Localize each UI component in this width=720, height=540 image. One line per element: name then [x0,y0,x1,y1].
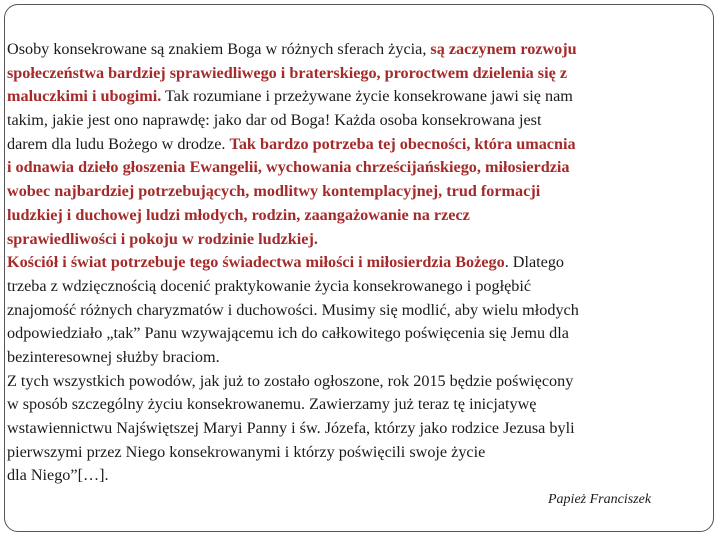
quote-line [7,346,713,370]
body-text: Z tych wszystkich powodów, jak już to zostało ogłoszone, rok 2015 będzie poświęcony [7,371,574,390]
body-text: bezinteresownej służby braciom. [7,347,220,366]
body-text: Osoby konsekrowane są znakiem Boga w różnych sferach życia, [7,40,431,58]
body-text: takim, jakie jest ono naprawdę: jako dar od Boga! Każda osoba konsekrowana jest [7,111,542,130]
quote-line [7,62,713,86]
quote-line [7,109,713,133]
emphasized-text: ludzkiej i duchowej ludzi młodych, rodzin, zaangażowanie na rzecz [7,205,470,224]
quote-line [7,441,713,465]
emphasized-text: maluczkimi i ubogimi. [7,87,162,106]
emphasized-text: społeczeństwa bardziej sprawiedliwego i braterskiego, proroctwem dzielenia się z [7,63,568,82]
signature: Papież Franciszek [548,492,652,507]
quote-line [7,393,713,417]
quote-line [7,204,713,228]
quote-line [7,251,713,275]
body-text: w sposób szczególny życiu konsekrowanemu. Zawierzamy już teraz tę inicjatywę [7,395,537,414]
quote-line [7,464,713,488]
quote-line [7,370,713,394]
body-text: . Dlatego [504,253,565,272]
emphasized-text: Kościół i świat potrzebuje tego świadectwa miłości i miłosierdzia Bożego [7,253,505,272]
body-text: darem dla ludu Bożego w drodze. [7,134,230,153]
body-text: wstawiennictwu Najświętszej Maryi Panny i św. Józefa, którzy jako rodzice Jezusa byli [7,419,575,437]
body-text: dla Niego”[…]. [7,466,109,485]
quote-line [7,322,713,346]
quote-line [7,180,713,204]
quote-line [7,133,713,157]
body-text: trzeba z wdzięcznością docenić praktykowanie życia konsekrowanego i pogłębić [7,276,532,295]
emphasized-text: wobec najbardziej potrzebujących, modlitwy kontemplacyjnej, trud formacji [7,182,541,201]
body-text: odpowiedziało „tak” Panu wzywającemu ich do całkowitego poświęcenia się Jemu dla [7,324,569,343]
quote-line [7,417,713,441]
emphasized-text: sprawiedliwości i pokoju w rodzinie ludzkiej. [7,229,318,248]
quote-line [7,85,713,109]
quote-text [7,38,713,488]
emphasized-text: Tak bardzo potrzeba tej obecności, która umacnia [229,134,576,153]
body-text: pierwszymi przez Niego konsekrowanymi i którzy poświęcili swoje życie [7,442,486,461]
emphasized-text: i odnawia dzieło głoszenia Ewangelii, wychowania chrześcijańskiego, miłosierdzia [7,158,570,177]
quote-line [7,38,713,62]
quote-line [7,228,713,252]
body-text: znajomość różnych charyzmatów i duchowości. Musimy się modlić, aby wielu młodych [7,300,579,319]
quote-line [7,299,713,323]
emphasized-text: są zaczynem rozwoju [430,40,577,58]
body-text: Tak rozumiane i przeżywane życie konsekrowane jawi się nam [161,87,573,106]
quote-line [7,275,713,299]
quote-line [7,156,713,180]
